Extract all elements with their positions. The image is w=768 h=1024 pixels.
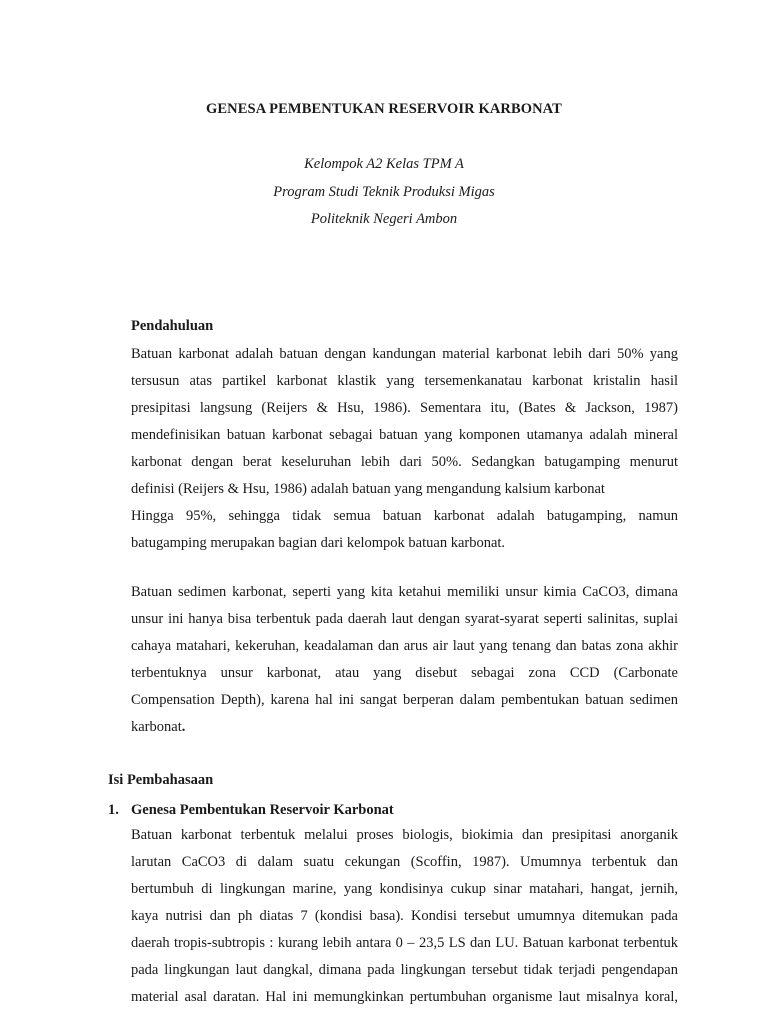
section-1-paragraph [131, 827, 678, 1016]
intro-paragraph-1 [131, 346, 678, 562]
paragraph-line: mendefinisikan batuan karbonat sebagai batuan yang komponen utamanya adalah mineral [131, 427, 678, 443]
paragraph-line: kaya nutrisi dan ph diatas 7 (kondisi basa). Kondisi tersebut umumnya ditemukan pada [131, 908, 678, 924]
paragraph-line: batugamping merupakan bagian dari kelompok batuan karbonat. [131, 535, 506, 551]
paragraph-period: . [181, 719, 186, 735]
paragraph-last-line [131, 719, 678, 746]
intro-paragraph-2 [131, 584, 678, 746]
paragraph-line: Batuan karbonat terbentuk melalui proses biologis, biokimia dan presipitasi anorganik [131, 827, 678, 843]
paragraph-line: terbentuknya unsur karbonat, atau yang disebut sebagai zona CCD (Carbonate [131, 665, 678, 681]
paragraph-line: daerah tropis-subtropis : kurang lebih antara 0 – 23,5 LS dan LU. Batuan karbonat terbentuk [131, 935, 678, 951]
paragraph-line: tersusun atas partikel karbonat klastik yang tersemenkanatau karbonat kristalin hasil [131, 373, 678, 389]
paragraph-line: material asal daratan. Hal ini memungkinkan pertumbuhan organisme laut misalnya koral, [131, 989, 678, 1005]
paragraph-line: pada lingkungan laut dangkal, dimana pada lingkungan tersebut tidak terjadi pengendapan [131, 962, 678, 978]
paragraph-line: cahaya matahari, kekeruhan, keadalaman dan arus air laut yang tenang dan batas zona akhir [131, 638, 678, 654]
document-title: GENESA PEMBENTUKAN RESERVOIR KARBONAT [206, 101, 562, 117]
paragraph-line: definisi (Reijers & Hsu, 1986) adalah batuan yang mengandung kalsium karbonat [131, 481, 605, 497]
body-heading: Isi Pembahasaan [108, 772, 214, 788]
paragraph-line: karbonat dengan berat keseluruhan lebih dari 50%. Sedangkan batugamping menurut [131, 454, 678, 470]
paragraph-line: karbonat [131, 719, 182, 735]
paragraph-line: larutan CaCO3 di dalam suatu cekungan (Scoffin, 1987). Umumnya terbentuk dan [131, 854, 678, 870]
author-institution: Politeknik Negeri Ambon [310, 211, 458, 227]
paragraph-line: unsur ini hanya bisa terbentuk pada daerah laut dengan syarat-syarat seperti salinitas, suplai [131, 611, 678, 627]
paragraph-line: Batuan karbonat adalah batuan dengan kandungan material karbonat lebih dari 50% yang [131, 346, 678, 362]
author-group: Kelompok A2 Kelas TPM A [304, 156, 464, 172]
paragraph-line: Batuan sedimen karbonat, seperti yang kita ketahui memiliki unsur kimia CaCO3, dimana [131, 584, 678, 600]
author-block [0, 156, 768, 239]
section-number: 1. [108, 802, 119, 818]
intro-heading: Pendahuluan [131, 318, 214, 334]
section-heading: Genesa Pembentukan Reservoir Karbonat [131, 802, 394, 818]
paragraph-line: Compensation Depth), karena hal ini sangat berperan dalam pembentukan batuan sedimen [131, 692, 678, 708]
paragraph-line: presipitasi langsung (Reijers & Hsu, 1986). Sementara itu, (Bates & Jackson, 1987) [131, 400, 678, 416]
paragraph-line: Hingga 95%, sehingga tidak semua batuan karbonat adalah batugamping, namun [131, 508, 678, 524]
paragraph-line: bertumbuh di lingkungan marine, yang kondisinya cukup sinar matahari, hangat, jernih, [131, 881, 678, 897]
author-program: Program Studi Teknik Produksi Migas [273, 183, 495, 200]
